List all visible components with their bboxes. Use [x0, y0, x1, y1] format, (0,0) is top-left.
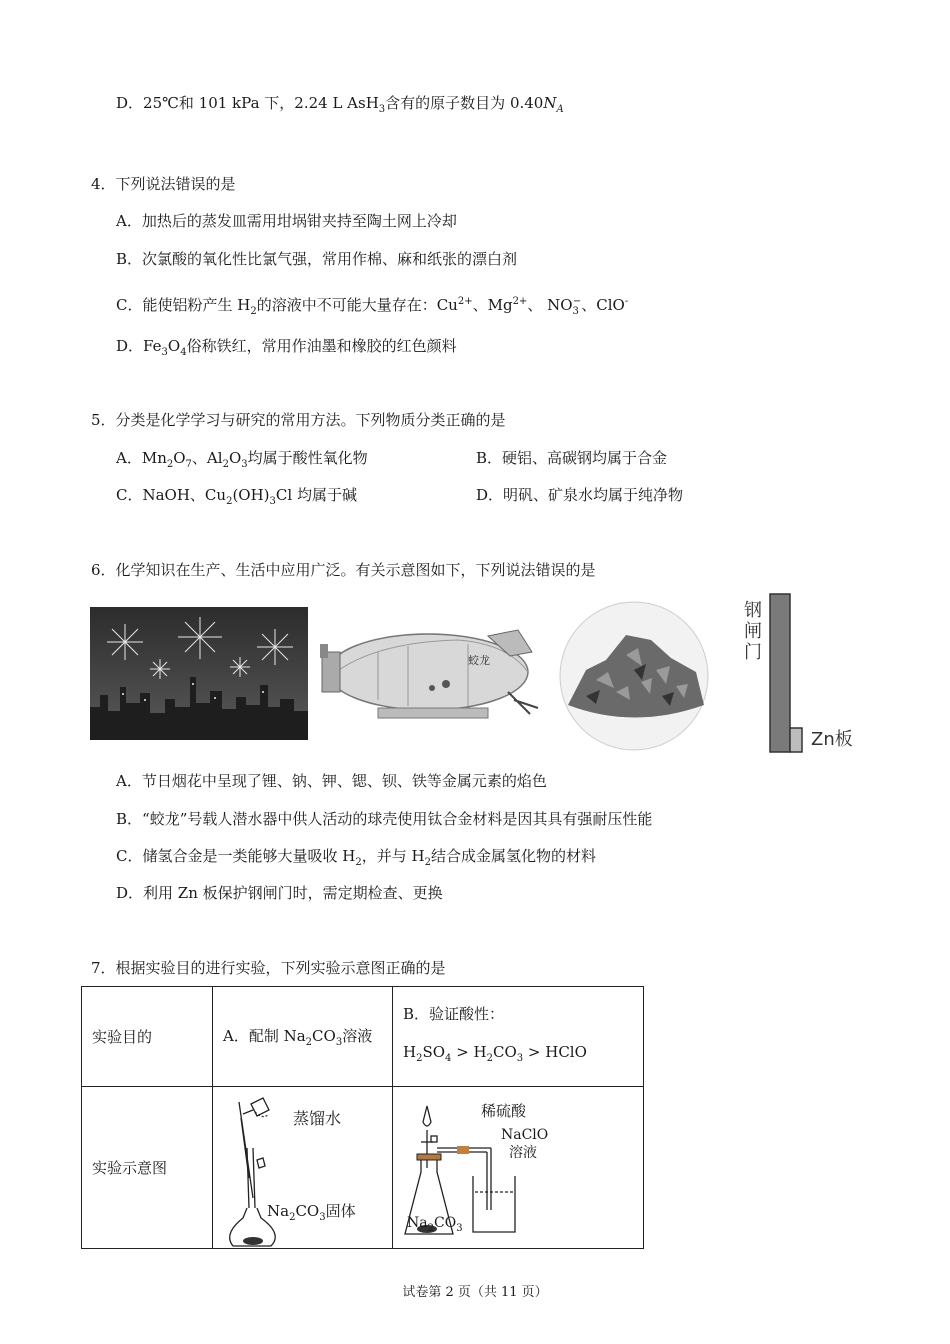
q7-stem: 7．根据实验目的进行实验，下列实验示意图正确的是: [91, 959, 446, 977]
q6-option-b: B．“蛟龙”号载人潜水器中供人活动的球壳使用钛合金材料是因其具有强耐压性能: [116, 810, 653, 828]
fireworks-image: [90, 607, 308, 740]
option-b-purpose: B．验证酸性： $H_2SO_4 > H_2CO_3$ > HClO: [393, 987, 644, 1087]
q6-option-a: A．节日烟花中呈现了锂、钠、钾、锶、钡、铁等金属元素的焰色: [116, 772, 547, 790]
q3-option-d: D．25℃和 101 kPa 下，2.24 L AsH$_3$含有的原子数目为 $0.40N_A$: [116, 94, 564, 115]
q6-option-c: C．储氢合金是一类能够大量吸收 $H_2$，并与 $H_2$结合成金属氢化物的材料: [116, 847, 596, 868]
dilute-sulfuric-acid-label: 稀硫酸: [481, 1102, 527, 1120]
submarine-label: 蛟龙: [468, 654, 490, 667]
q5-option-d: D．明矾、矿泉水均属于纯净物: [476, 486, 684, 504]
na2co3-label: $Na_2CO_3$: [407, 1215, 463, 1234]
q5-option-a: A．$Mn_2O_7$、$Al_2O_3$均属于酸性氧化物: [116, 449, 368, 470]
naclo-label: NaClO: [501, 1127, 549, 1143]
zn-plate-label: Zn板: [811, 729, 853, 750]
q4-option-b: B．次氯酸的氧化性比氯气强，常用作棉、麻和纸张的漂白剂: [116, 250, 518, 268]
q5-option-c: C．NaOH、$Cu_2(OH)_3Cl$ 均属于碱: [116, 486, 357, 507]
na2co3-solid-label: $Na_2CO_3$固体: [267, 1202, 356, 1223]
option-a-purpose: A．配制 $Na_2CO_3$溶液: [213, 987, 393, 1087]
distilled-water-label: 蒸馏水: [293, 1109, 342, 1128]
q5-stem: 5．分类是化学学习与研究的常用方法。下列物质分类正确的是: [91, 411, 506, 429]
option-a-diagram: [213, 1087, 393, 1249]
q4-option-c: C．能使铝粉产生 $H_2$的溶液中不可能大量存在：$Cu^{2+}$、$Mg^{2+}$、 $NO_3^-$、ClO-: [116, 296, 629, 317]
submarine-image: [318, 622, 540, 724]
page-footer: 试卷第 2 页（共 11 页）: [402, 1285, 548, 1300]
acidity-formula: $H_2SO_4 > H_2CO_3$ > HClO: [403, 1043, 587, 1064]
solution-label: 溶液: [509, 1145, 537, 1161]
row-purpose-label: 实验目的: [82, 987, 213, 1087]
q4-option-d: D．$Fe_3O_4$俗称铁红，常用作油墨和橡胶的红色颜料: [116, 337, 457, 358]
q5-option-b: B．硬铝、高碳钢均属于合金: [476, 449, 668, 467]
q6-stem: 6．化学知识在生产、生活中应用广泛。有关示意图如下，下列说法错误的是: [91, 561, 596, 579]
steel-gate-label: 钢闸门: [744, 600, 762, 663]
q4-option-a: A．加热后的蒸发皿需用坩埚钳夹持至陶土网上冷却: [116, 212, 457, 230]
alloy-image: [556, 600, 712, 752]
option-b-diagram: [393, 1087, 644, 1249]
q4-stem: 4．下列说法错误的是: [91, 175, 236, 193]
row-diagram-label: 实验示意图: [82, 1087, 213, 1249]
experiment-table: [81, 986, 644, 1249]
q6-option-d: D．利用 Zn 板保护钢闸门时，需定期检查、更换: [116, 884, 443, 902]
